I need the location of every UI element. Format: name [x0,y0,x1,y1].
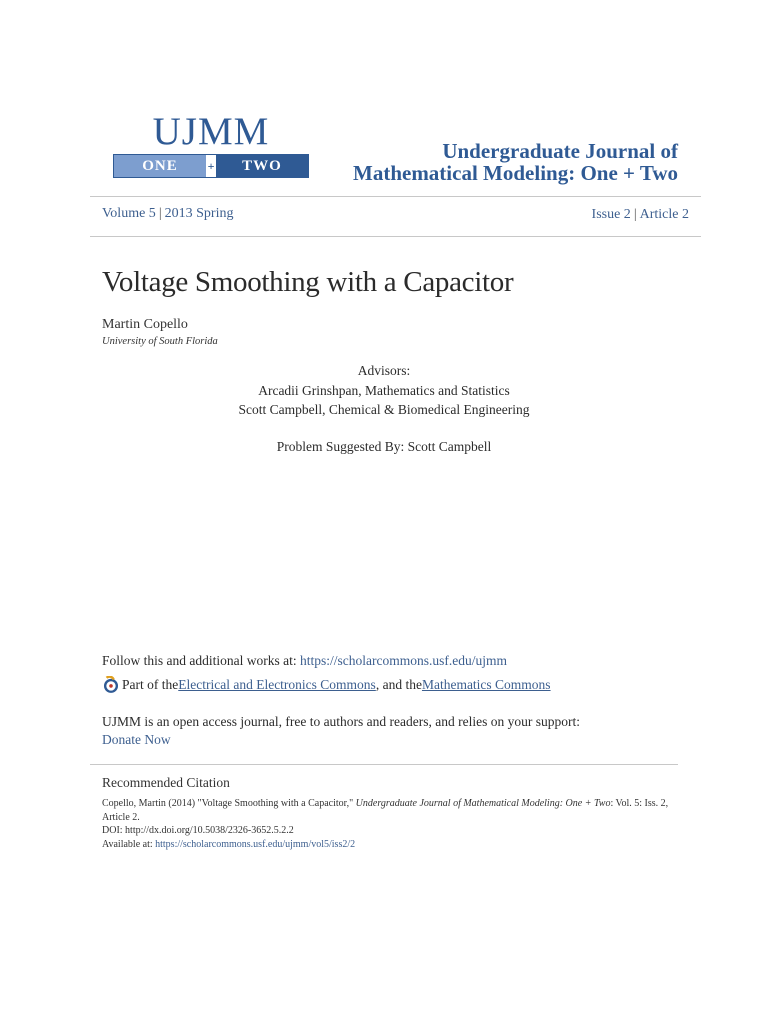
issue-info [592,207,689,223]
logo-bar-right: TWO [216,155,308,177]
volume-info [102,206,233,222]
logo-bar-left: ONE [114,155,206,177]
repository-link[interactable]: https://scholarcommons.usf.edu/ujmm [300,653,507,668]
open-access-icon [102,676,120,694]
advisor-item: Arcadii Grinshpan, Mathematics and Statistics [258,383,510,398]
part-of-line [102,676,551,694]
volume-link[interactable]: Volume 5 [102,206,156,221]
citation-available-link[interactable]: https://scholarcommons.usf.edu/ujmm/vol5/iss2/2 [155,838,356,850]
problem-suggested: Problem Suggested By: Scott Campbell [276,439,492,454]
follow-text: Follow this and additional works at: [102,653,300,668]
article-title: Voltage Smoothing with a Capacitor [102,266,514,298]
advisor-item: Scott Campbell, Chemical & Biomedical Engineering [238,402,530,417]
citation-doi: DOI: http://dx.doi.org/10.5038/2326-3652.5.2.2 [102,825,294,836]
journal-title[interactable] [353,140,678,184]
citation-divider [90,764,678,765]
logo-bar [113,154,309,178]
journal-title-line1: Undergraduate Journal of [442,139,678,163]
advisors-heading: Advisors: [357,363,411,378]
logo-text: UJMM [152,110,270,153]
citation-journal: Undergraduate Journal of Mathematical Modeling: One + Two [355,798,611,809]
author-affiliation: University of South Florida [102,336,218,347]
donate-link[interactable]: Donate Now [102,732,171,747]
season-link[interactable]: 2013 Spring [164,206,234,221]
open-access-statement: UJMM is an open access journal, free to authors and readers, and relies on your support: [102,714,580,729]
citation-heading: Recommended Citation [102,775,230,790]
follow-line [102,653,507,669]
journal-logo [113,112,309,180]
citation-prefix: Copello, Martin (2014) "Voltage Smoothing with a Capacitor," [102,798,356,809]
journal-title-line2: Mathematical Modeling: One + Two [353,161,678,185]
citation-block [102,797,672,851]
article-link[interactable]: Article 2 [639,207,689,222]
part-of-mid: , and the [375,677,422,692]
author-name: Martin Copello [102,317,188,332]
header-divider-top [90,196,701,197]
issue-link[interactable]: Issue 2 [591,207,631,222]
citation-suffix: : Vol. 5: Iss. 2, Article 2. [102,798,669,823]
electrical-commons-link[interactable]: Electrical and Electronics Commons [178,677,376,692]
issue-separator: | [633,207,637,222]
part-of-prefix: Part of the [122,677,179,692]
mathematics-commons-link[interactable]: Mathematics Commons [421,677,551,692]
citation-available-label: Available at: [102,838,156,850]
volume-separator: | [158,206,162,221]
header-divider-bottom [90,236,701,237]
logo-bar-plus: + [206,155,216,177]
